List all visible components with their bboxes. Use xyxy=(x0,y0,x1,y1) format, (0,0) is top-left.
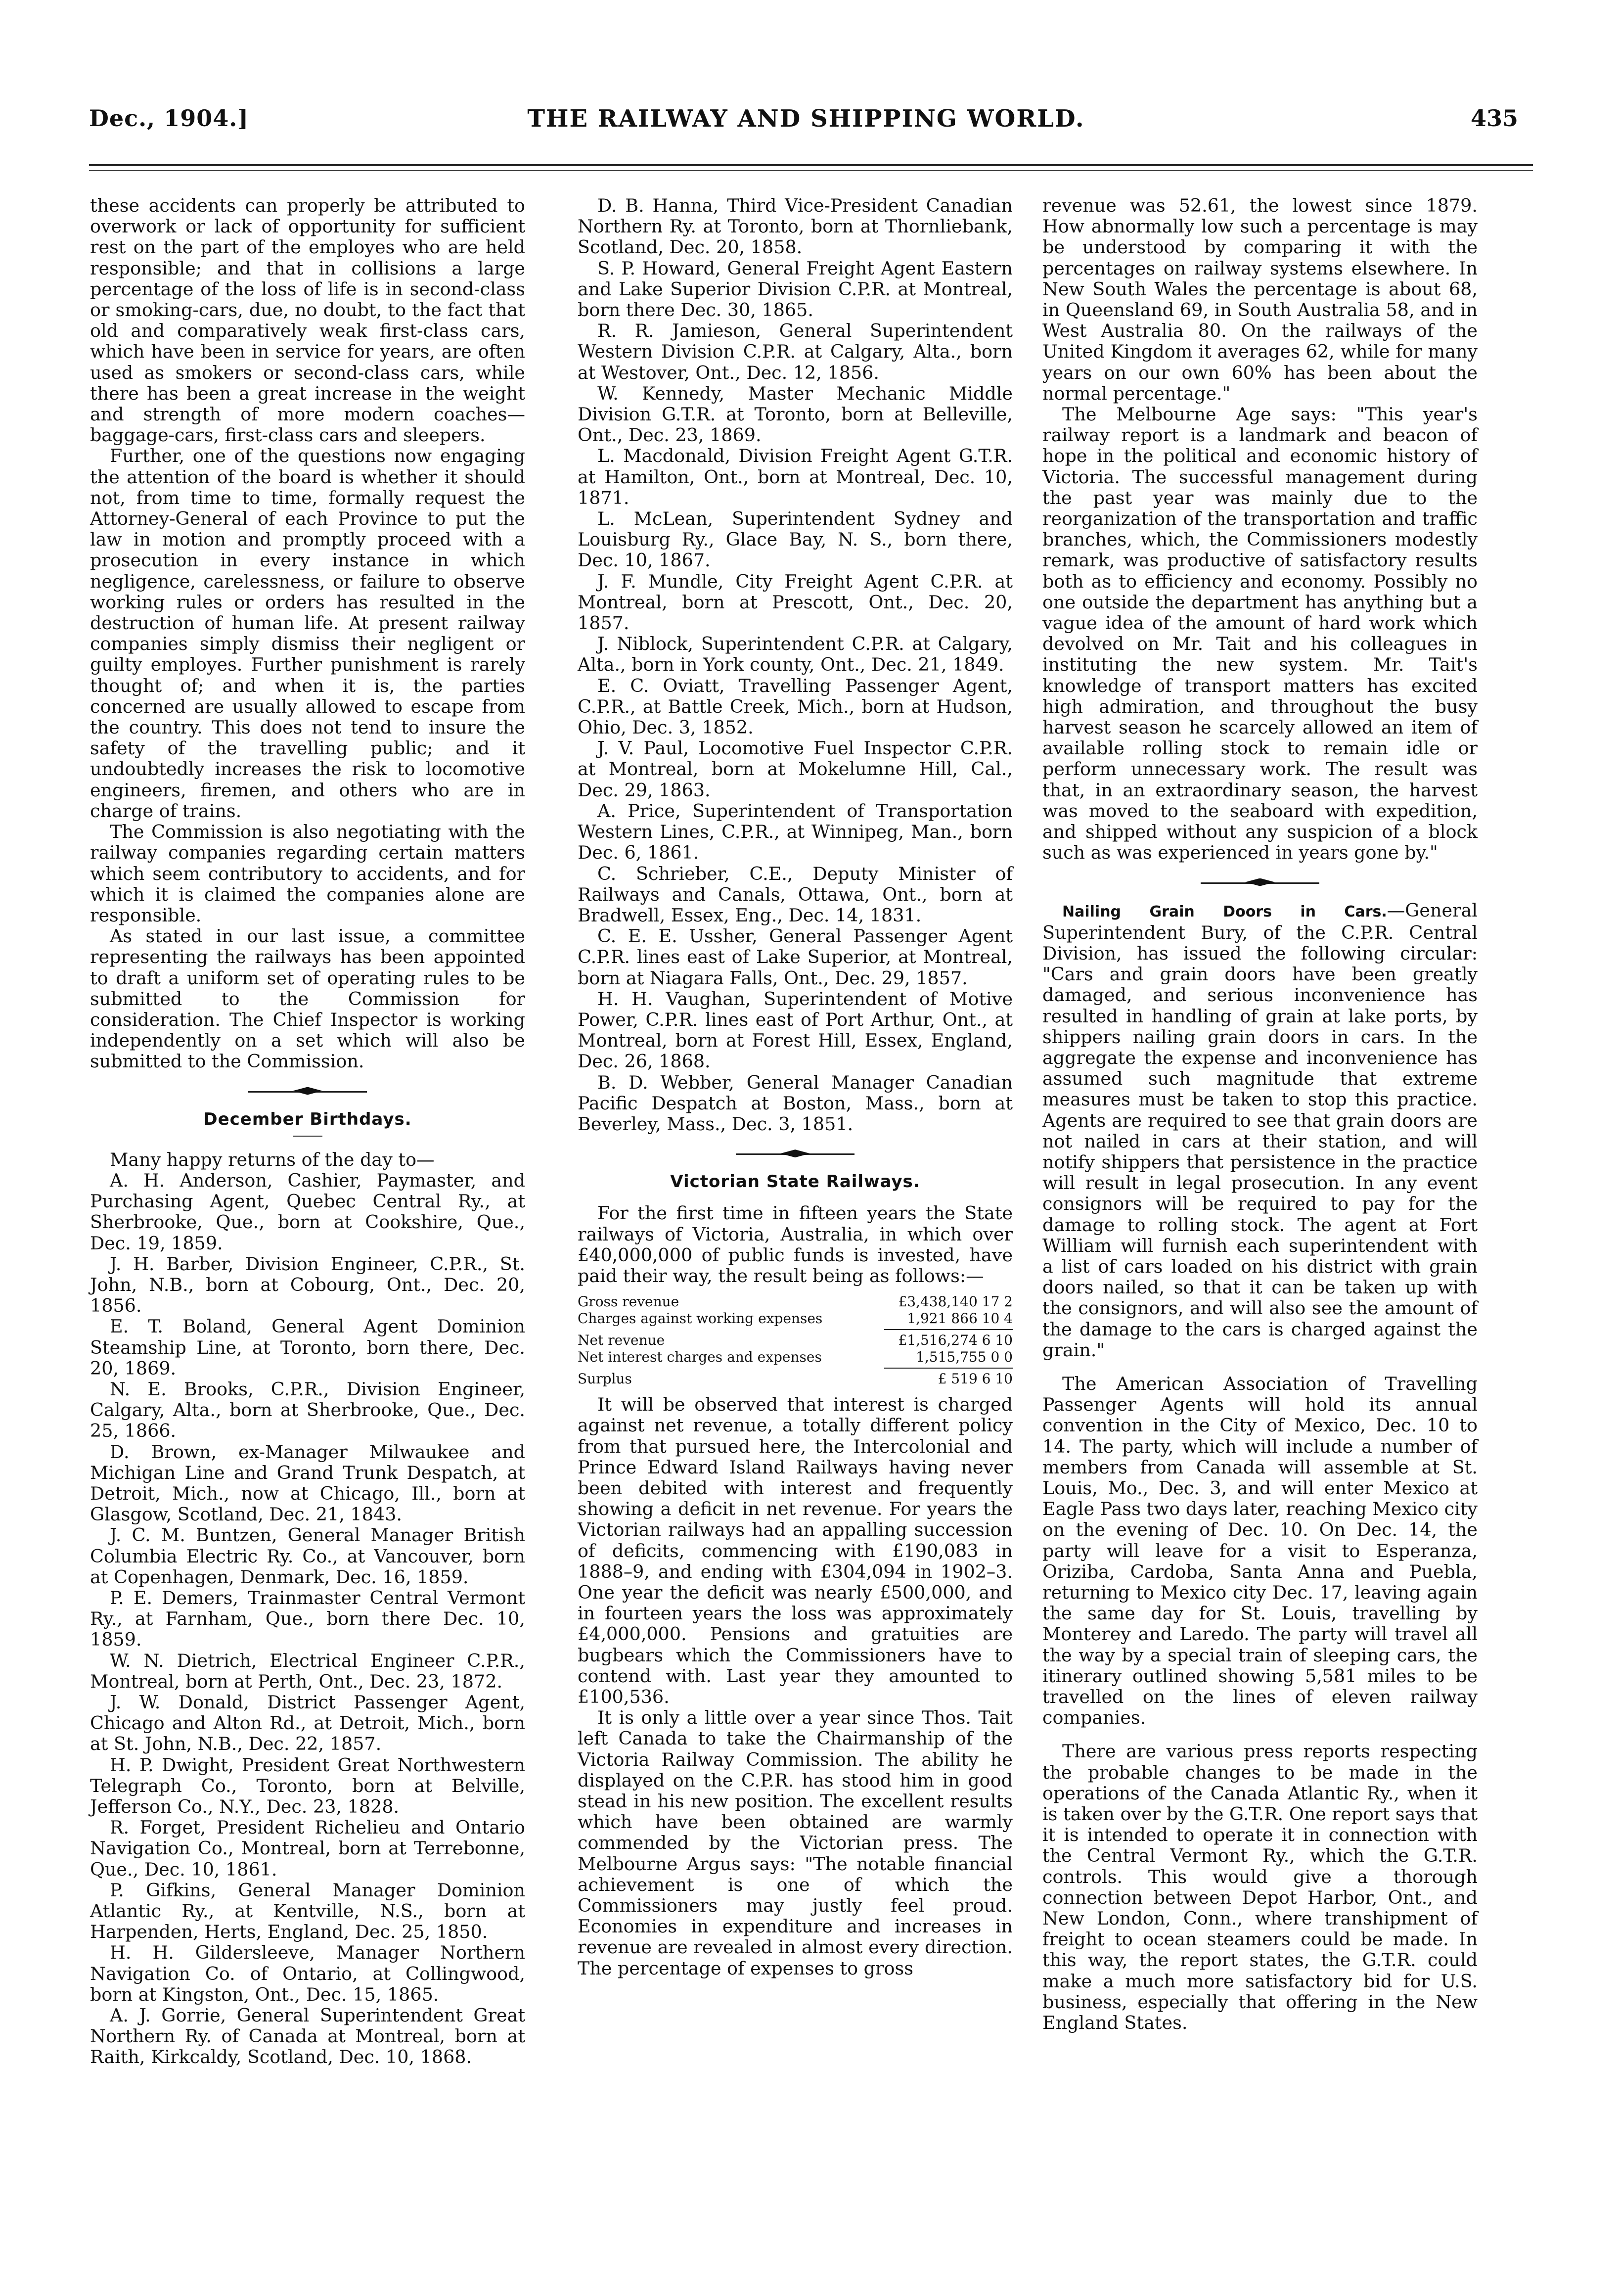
paragraph-text: —General Superintendent Bury, of the C.P.R. Central Division, has issued the following circular: "Cars and grain doors have been greatly damaged, and serious inconvenience has resulted in handling of grain at lake ports, by shippers nailing grain doors in cars. In the aggregate the expense and inconvenience has assumed such magnitude that extreme measures must be taken to stop this practice. Agents are required to see that grain doors are not nailed in cars at their station, and will notify shippers that persistence in the practice will result in legal prosecution. In any event consignors will be required to pay for the damage to rolling stock. The agent at Fort William will furnish each superintendent with a list of cars loaded on his district with grain doors nailed, so that it can be taken up with the consignors, and will also see the amount of the damage to the cars is charged against the grain." xyxy=(1042,899,1478,1361)
birthday-entry: H. H. Gildersleeve, Manager Northern Navigation Co. of Ontario, at Collingwood, born at Kingston, Ont., Dec. 15, 1865. xyxy=(90,1942,525,2005)
birthday-entry: R. Forget, President Richelieu and Ontario Navigation Co., Montreal, born at Terrebonne, Que., Dec. 10, 1861. xyxy=(90,1817,525,1880)
table-row xyxy=(578,1310,1013,1327)
birthday-entry: D. B. Hanna, Third Vice-President Canadian Northern Ry. at Toronto, born at Thornliebank, Scotland, Dec. 20, 1858. xyxy=(578,195,1013,258)
birthday-entry: E. T. Boland, General Agent Dominion Steamship Line, at Toronto, born there, Dec. 20, 1869. xyxy=(90,1316,525,1379)
paragraph: As stated in our last issue, a committee representing the railways has been appointed to draft a uniform set of operating rules to be submitted to the Commission for consideration. The Chief Inspector is working independently on a set which will also be submitted to the Commission. xyxy=(90,925,525,1072)
paragraph: It will be observed that interest is charged against net revenue, a totally different policy from that pursued here, the Intercolonial and Prince Edward Island Railways having never been debited with interest and frequently showing a deficit in net revenue. For years the Victorian railways had an appalling succession of deficits, commencing with £190,083 in 1888–9, and ending with £304,094 in 1902–3. One year the deficit was nearly £500,000, and in fourteen years the loss was approximately £4,000,000. Pensions and gratuities are bugbears which the Commissioners have to contend with. Last year they amounted to £100,536. xyxy=(578,1394,1013,1707)
heading-rule xyxy=(90,1134,525,1141)
column-left xyxy=(90,195,525,2068)
section-heading: Victorian State Railways. xyxy=(670,1172,920,1192)
paragraph: There are various press reports respecting the probable changes to be made in the operations of the Canada Atlantic Ry., when it is taken over by the G.T.R. One report says that it is intended to operate it in connection with the Central Vermont Ry., which the G.T.R. controls. This would give a thorough connection between Depot Harbor, Ont., and New London, Conn., where transhipment of freight to ocean steamers could be made. In this way, the report states, the G.T.R. could make a much more satisfactory bid for U.S. business, especially that offering in the New England States. xyxy=(1042,1741,1478,2034)
birthday-entry: A. H. Anderson, Cashier, Paymaster, and Purchasing Agent, Quebec Central Ry., at Sherbrooke, Que., born at Cookshire, Que., Dec. 19, 1859. xyxy=(90,1169,525,1254)
row-label: Surplus xyxy=(578,1371,632,1387)
column-right xyxy=(1042,195,1478,2033)
birthday-entry: C. Schrieber, C.E., Deputy Minister of Railways and Canals, Ottawa, Ont., born at Bradwell, Essex, Eng., Dec. 14, 1831. xyxy=(578,863,1013,926)
row-label: Net revenue xyxy=(578,1332,665,1349)
sum-rule xyxy=(884,1329,1013,1330)
row-amount: 1,921 866 10 4 xyxy=(907,1310,1013,1327)
table-row xyxy=(578,1349,1013,1366)
journal-title: THE RAILWAY AND SHIPPING WORLD. xyxy=(527,105,1085,133)
row-label: Gross revenue xyxy=(578,1293,679,1310)
table-row xyxy=(578,1371,1013,1387)
row-amount: £ 519 6 10 xyxy=(938,1371,1013,1387)
birthday-entry: P. Gifkins, General Manager Dominion Atlantic Ry., at Kentville, N.S., born at Harpenden, Herts, England, Dec. 25, 1850. xyxy=(90,1879,525,1943)
row-amount: 1,515,755 0 0 xyxy=(916,1349,1013,1366)
table-row xyxy=(578,1293,1013,1310)
paragraph xyxy=(1042,900,1478,1361)
birthday-entry: J. W. Donald, District Passenger Agent, Chicago and Alton Rd., at Detroit, Mich., born at St. John, N.B., Dec. 22, 1857. xyxy=(90,1692,525,1755)
birthday-entry: J. Niblock, Superintendent C.P.R. at Calgary, Alta., born in York county, Ont., Dec. 21, 1849. xyxy=(578,633,1013,676)
birthday-entry: H. P. Dwight, President Great Northwestern Telegraph Co., Toronto, born at Belville, Jefferson Co., N.Y., Dec. 23, 1828. xyxy=(90,1754,525,1818)
birthday-entry: B. D. Webber, General Manager Canadian Pacific Despatch at Boston, Mass., born at Beverley, Mass., Dec. 3, 1851. xyxy=(578,1071,1013,1135)
row-label: Net interest charges and expenses xyxy=(578,1349,822,1366)
birthday-entry: D. Brown, ex-Manager Milwaukee and Michigan Line and Grand Trunk Despatch, at Detroit, Mich., now at Chicago, Ill., born at Glasgow, Scotland, Dec. 21, 1843. xyxy=(90,1441,525,1525)
birthday-entry: L. McLean, Superintendent Sydney and Louisburg Ry., Glace Bay, N. S., born there, Dec. 10, 1867. xyxy=(578,508,1013,571)
birthday-entry: J. V. Paul, Locomotive Fuel Inspector C.P.R. at Montreal, born at Mokelumne Hill, Cal., Dec. 29, 1863. xyxy=(578,737,1013,801)
row-amount: £3,438,140 17 2 xyxy=(898,1293,1013,1310)
birthday-entry: S. P. Howard, General Freight Agent Eastern and Lake Superior Division C.P.R. at Montreal, born there Dec. 30, 1865. xyxy=(578,257,1013,321)
issue-date: Dec., 1904.] xyxy=(89,105,249,132)
birthday-entry: R. R. Jamieson, General Superintendent Western Division C.P.R. at Calgary, Alta., born at Westover, Ont., Dec. 12, 1856. xyxy=(578,320,1013,383)
birthday-entry: A. Price, Superintendent of Transportation Western Lines, C.P.R., at Winnipeg, Man., born Dec. 6, 1861. xyxy=(578,800,1013,864)
table-row xyxy=(578,1332,1013,1349)
birthday-entry: J. F. Mundle, City Freight Agent C.P.R. at Montreal, born at Prescott, Ont., Dec. 20, 1857. xyxy=(578,570,1013,634)
section-heading: December Birthdays. xyxy=(203,1109,412,1129)
paragraph: For the first time in fifteen years the State railways of Victoria, Australia, in which over £40,000,000 of public funds is invested, have paid their way, the result being as follows:— xyxy=(578,1202,1013,1286)
birthday-entry: J. C. M. Buntzen, General Manager British Columbia Electric Ry. Co., at Vancouver, born at Copenhagen, Denmark, Dec. 16, 1859. xyxy=(90,1524,525,1588)
birthday-entry: C. E. E. Ussher, General Passenger Agent C.P.R. lines east of Lake Superior, at Montreal, born at Niagara Falls, Ont., Dec. 29, 1857. xyxy=(578,925,1013,989)
row-label: Charges against working expenses xyxy=(578,1310,823,1327)
running-header xyxy=(89,105,1523,149)
birthday-entry: L. Macdonald, Division Freight Agent G.T.R. at Hamilton, Ont., born at Montreal, Dec. 10, 1871. xyxy=(578,445,1013,508)
birthday-entry: H. H. Vaughan, Superintendent of Motive Power, C.P.R. lines east of Port Arthur, Ont., at Montreal, born at Forest Hill, Essex, England, Dec. 26, 1868. xyxy=(578,988,1013,1072)
paragraph: The Commission is also negotiating with the railway companies regarding certain matters which seem contributory to accidents, and for which it is claimed the companies alone are responsible. xyxy=(90,821,525,926)
section-separator xyxy=(90,1082,525,1102)
financial-table xyxy=(578,1293,1013,1387)
birthday-entry: W. N. Dietrich, Electrical Engineer C.P.R., Montreal, born at Perth, Ont., Dec. 23, 1872. xyxy=(90,1650,525,1692)
run-in-heading: Nailing Grain Doors in Cars. xyxy=(1062,903,1387,920)
column-middle xyxy=(578,195,1013,1979)
paragraph: The Melbourne Age says: "This year's railway report is a landmark and beacon of hope in the political and economic history of Victoria. The successful management during the past year was mainly due to the reorganization of the transportation and traffic branches, which, the Commissioners modestly remark, was productive of satisfactory results both as to efficiency and economy. Possibly no one outside the department has anything but a vague idea of the amount of hard work which devolved on Mr. Tait and his colleagues in instituting the new system. Mr. Tait's knowledge of transport matters has excited high admiration, and throughout the busy harvest season he scarcely allowed an item of available rolling stock to remain idle or perform unnecessary work. The result was that, in an extraordinary season, the harvest was moved to the seaboard with expedition, and shipped without any suspicion of a block such as was experienced in years gone by." xyxy=(1042,404,1478,864)
header-rule-thin xyxy=(89,170,1533,171)
section-separator xyxy=(1042,873,1478,893)
row-amount: £1,516,274 6 10 xyxy=(898,1332,1013,1349)
section-separator xyxy=(578,1145,1013,1164)
birthday-entry: A. J. Gorrie, General Superintendent Great Northern Ry. of Canada at Montreal, born at Raith, Kirkcaldy, Scotland, Dec. 10, 1868. xyxy=(90,2005,525,2068)
header-rule xyxy=(89,164,1533,166)
birthday-entry: P. E. Demers, Trainmaster Central Vermont Ry., at Farnham, Que., born there Dec. 10, 1859. xyxy=(90,1587,525,1651)
sum-rule xyxy=(884,1368,1013,1369)
paragraph: The American Association of Travelling Passenger Agents will hold its annual convention in the City of Mexico, Dec. 10 to 14. The party, which will include a number of members from Canada will assemble at St. Louis, Mo., Dec. 3, and will enter Mexico at Eagle Pass two days later, reaching Mexico city on the evening of Dec. 10. On Dec. 14, the party will leave for a visit to Esperanza, Oriziba, Cardoba, Santa Anna and Puebla, returning to Mexico city Dec. 17, leaving again the same day for St. Louis, travelling by Monterey and Laredo. The party will travel all the way by a special train of sleeping cars, the itinerary outlined showing 5,581 miles to be travelled on the lines of eleven railway companies. xyxy=(1042,1373,1478,1729)
page-number: 435 xyxy=(1470,105,1518,132)
birthday-entry: E. C. Oviatt, Travelling Passenger Agent, C.P.R., at Battle Creek, Mich., born at Hudson, Ohio, Dec. 3, 1852. xyxy=(578,675,1013,738)
paragraph: these accidents can properly be attributed to overwork or lack of opportunity for sufficient rest on the part of the employes who are held responsible; and that in collisions a large percentage of the loss of life is in second-class or smoking-cars, due, no doubt, to the fact that old and comparatively weak first-class cars, which have been in service for years, are often used as smokers or second-class cars, while there has been a great increase in the weight and strength of more modern coaches—baggage-cars, first-class cars and sleepers. xyxy=(90,195,525,446)
birthday-entry: J. H. Barber, Division Engineer, C.P.R., St. John, N.B., born at Cobourg, Ont., Dec. 20, 1856. xyxy=(90,1253,525,1317)
birthday-entry: W. Kennedy, Master Mechanic Middle Division G.T.R. at Toronto, born at Belleville, Ont., Dec. 23, 1869. xyxy=(578,382,1013,446)
paragraph: revenue was 52.61, the lowest since 1879. How abnormally low such a percentage is may be understood by comparing it with the percentages on railway systems elsewhere. In New South Wales the percentage is about 68, in Queensland 69, in South Australia 58, and in West Australia 80. On the railways of the United Kingdom it averages 62, while for many years on our own 60% has been about the normal percentage." xyxy=(1042,195,1478,404)
paragraph: It is only a little over a year since Thos. Tait left Canada to take the Chairmanship of the Victoria Railway Commission. The ability he displayed on the C.P.R. has stood him in good stead in his new position. The excellent results which have been obtained are warmly commended by the Victorian press. The Melbourne Argus says: "The notable financial achievement is one of which the Commissioners may justly feel proud. Economies in expenditure and increases in revenue are revealed in almost every direction. The percentage of expenses to gross xyxy=(578,1707,1013,1979)
paragraph: Many happy returns of the day to— xyxy=(110,1148,435,1170)
paragraph: Further, one of the questions now engaging the attention of the board is whether it should not, from time to time, formally request the Attorney-General of each Province to put the law in motion and promptly proceed with a prosecution in every instance in which negligence, carelessness, or failure to observe working rules or orders has resulted in the destruction of human life. At present railway companies simply dismiss their negligent or guilty employes. Further punishment is rarely thought of; and when it is, the parties concerned are usually allowed to escape from the country. This does not tend to insure the safety of the travelling public; and it undoubtedly increases the risk to locomotive engineers, firemen, and others who are in charge of trains. xyxy=(90,445,525,822)
birthday-entry: N. E. Brooks, C.P.R., Division Engineer, Calgary, Alta., born at Sherbrooke, Que., Dec. 25, 1866. xyxy=(90,1378,525,1442)
